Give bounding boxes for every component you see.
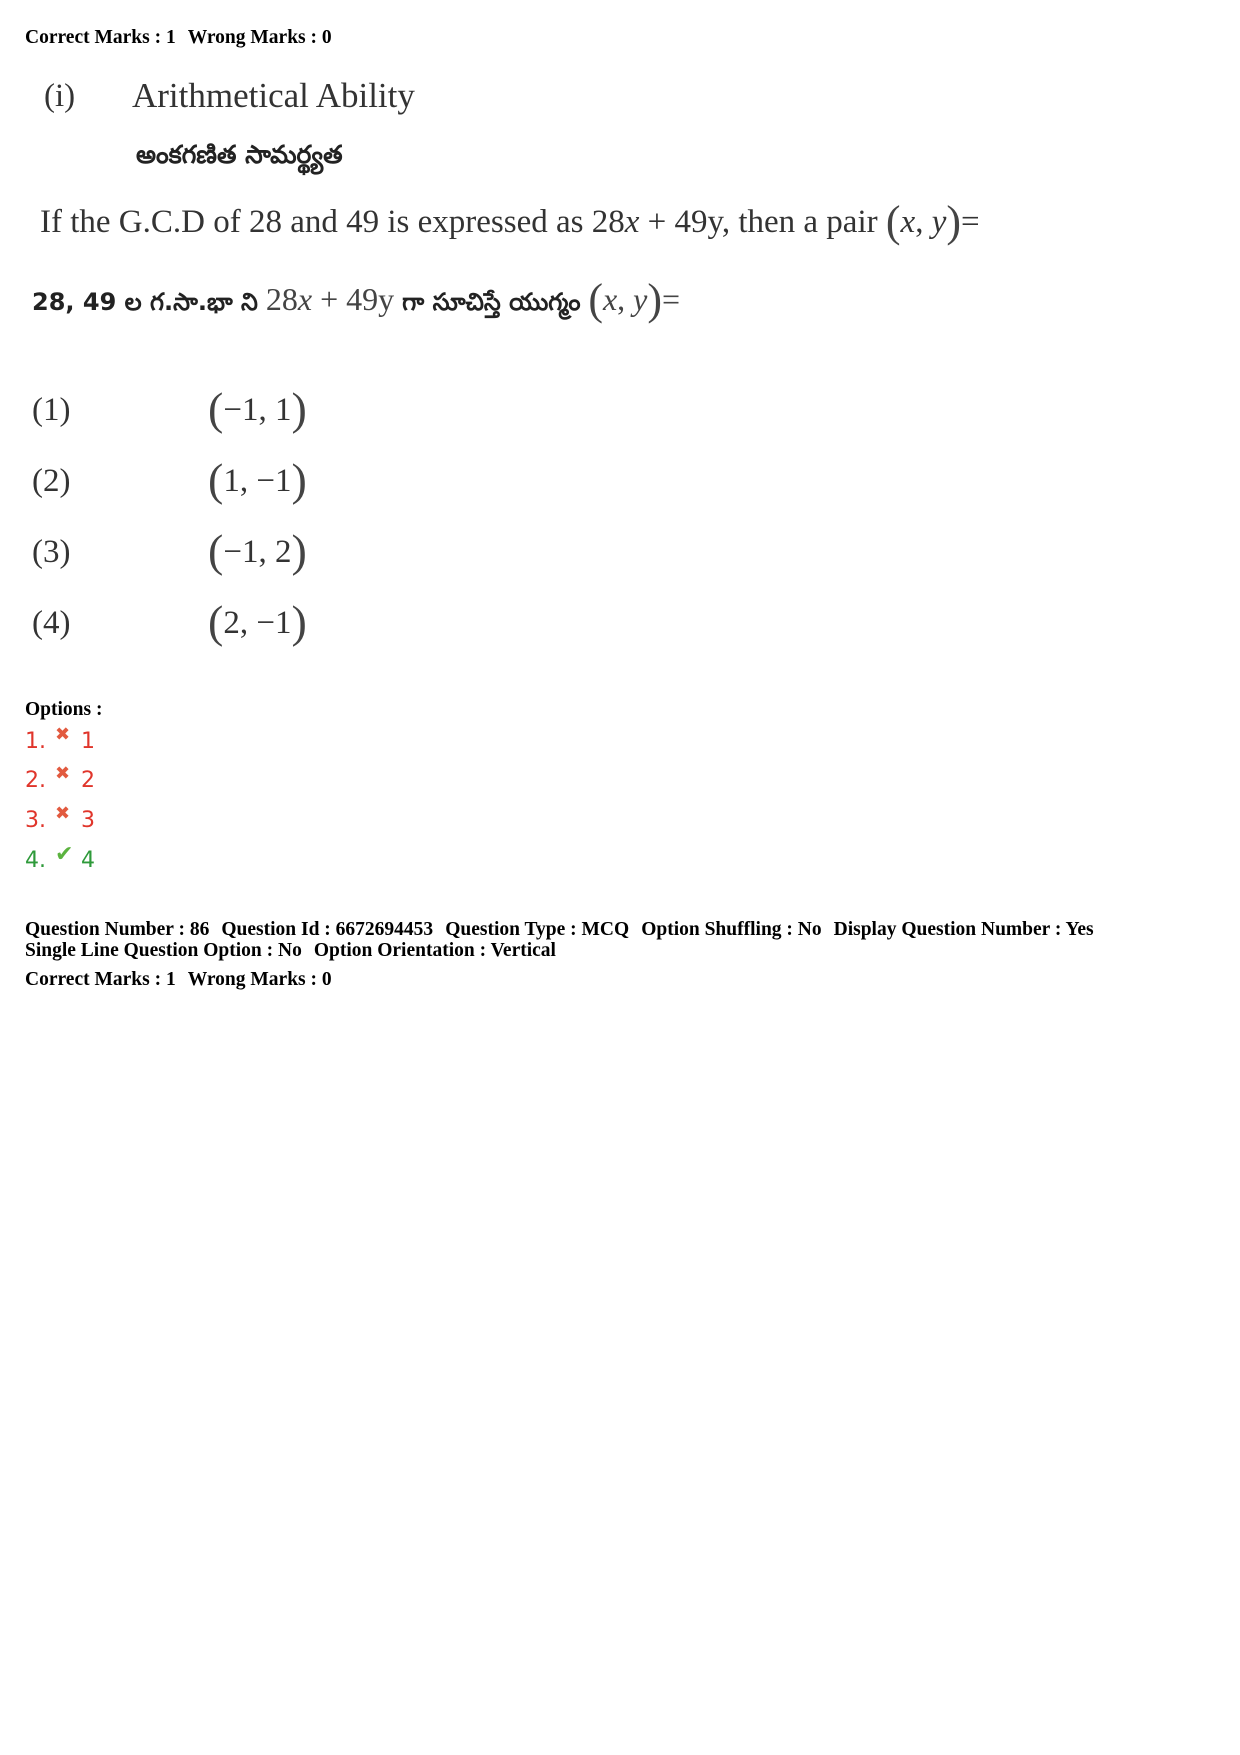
options-heading: Options : — [25, 699, 103, 720]
option-number: 1. — [25, 729, 46, 754]
choice-row — [32, 595, 307, 648]
option-value: 4 — [81, 848, 95, 873]
question-id: Question Id : 6672694453 — [221, 919, 434, 940]
single-line-option: Single Line Question Option : No — [25, 940, 302, 961]
question-meta-line-1 — [25, 919, 1094, 941]
correct-marks: Correct Marks : 1 — [25, 969, 176, 990]
choice-paren-close: ) — [291, 596, 307, 647]
question-image — [28, 62, 1038, 662]
choice-value: −1, 2 — [223, 534, 292, 570]
choice-row — [32, 382, 307, 435]
option-orientation: Option Orientation : Vertical — [313, 940, 556, 961]
question-text-telugu — [32, 274, 680, 325]
question-te-pair-y: y — [633, 281, 648, 317]
question-en-pair-x: x — [900, 204, 916, 240]
correct-marks: Correct Marks : 1 — [25, 27, 176, 48]
wrong-marks: Wrong Marks : 0 — [187, 969, 332, 990]
question-te-math-post: + 49y — [312, 281, 403, 317]
question-number: Question Number : 86 — [25, 919, 210, 940]
check-icon: ✔ — [55, 842, 74, 867]
question-meta-line-2 — [25, 940, 556, 962]
choice-paren-close: ) — [291, 454, 307, 505]
wrong-marks: Wrong Marks : 0 — [187, 27, 332, 48]
marks-line-top — [25, 27, 332, 49]
choice-label: (4) — [32, 605, 71, 641]
option-number: 2. — [25, 768, 46, 793]
question-te-eq: = — [662, 281, 681, 317]
question-en-lead: If the G.C.D of 28 and 49 is expressed as 28 — [40, 204, 625, 240]
option-value: 2 — [81, 768, 95, 793]
question-te-paren-close: ) — [647, 275, 663, 324]
choice-value: 1, −1 — [223, 463, 292, 499]
cross-icon: ✖ — [55, 763, 71, 784]
choice-value: −1, 1 — [223, 392, 292, 428]
option-item — [25, 724, 95, 754]
option-item — [25, 763, 95, 793]
cross-icon: ✖ — [55, 803, 71, 824]
question-en-x: x — [624, 204, 640, 240]
question-type: Question Type : MCQ — [445, 919, 630, 940]
question-te-paren-open: ( — [588, 275, 603, 324]
question-en-paren-close: ) — [946, 197, 961, 246]
choice-label: (1) — [32, 392, 71, 428]
option-value: 1 — [81, 729, 95, 754]
choice-paren-open: ( — [208, 454, 224, 505]
choice-paren-open: ( — [208, 596, 224, 647]
display-question-number: Display Question Number : Yes — [833, 919, 1094, 940]
question-te-pair-sep: , — [617, 281, 634, 317]
choice-label: (2) — [32, 463, 71, 499]
option-item — [25, 842, 95, 873]
choice-row — [32, 453, 307, 506]
question-en-pair-sep: , — [915, 204, 932, 240]
choice-paren-close: ) — [291, 383, 307, 434]
option-value: 3 — [81, 808, 95, 833]
choice-paren-open: ( — [208, 525, 224, 576]
choice-row — [32, 524, 307, 577]
section-number: (i) — [44, 78, 76, 114]
question-te-mid: గా సూచిస్తే యుగ్మం — [402, 288, 581, 316]
option-number: 3. — [25, 808, 46, 833]
option-item — [25, 803, 95, 833]
section-title-telugu: అంకగణిత సామర్థ్యత — [136, 140, 343, 169]
question-te-lead: 28, 49 ల గ.సా.భా ని — [32, 288, 258, 316]
option-number: 4. — [25, 848, 46, 873]
section-title: Arithmetical Ability — [132, 76, 415, 115]
option-shuffling: Option Shuffling : No — [641, 919, 822, 940]
question-te-pair-x: x — [602, 281, 618, 317]
question-en-paren-open: ( — [885, 197, 901, 246]
choice-label: (3) — [32, 534, 71, 570]
question-en-mid: + 49y, then a pair — [639, 204, 886, 240]
question-te-x: x — [297, 281, 313, 317]
question-en-pair-y: y — [931, 204, 947, 240]
question-en-eq: = — [961, 204, 980, 240]
choice-value: 2, −1 — [223, 605, 292, 641]
choice-paren-open: ( — [208, 383, 224, 434]
question-te-math-pre: 28 — [257, 281, 298, 317]
choice-paren-close: ) — [291, 525, 307, 576]
cross-icon: ✖ — [55, 724, 71, 745]
marks-line-bottom — [25, 969, 332, 991]
question-text-english — [40, 196, 980, 247]
